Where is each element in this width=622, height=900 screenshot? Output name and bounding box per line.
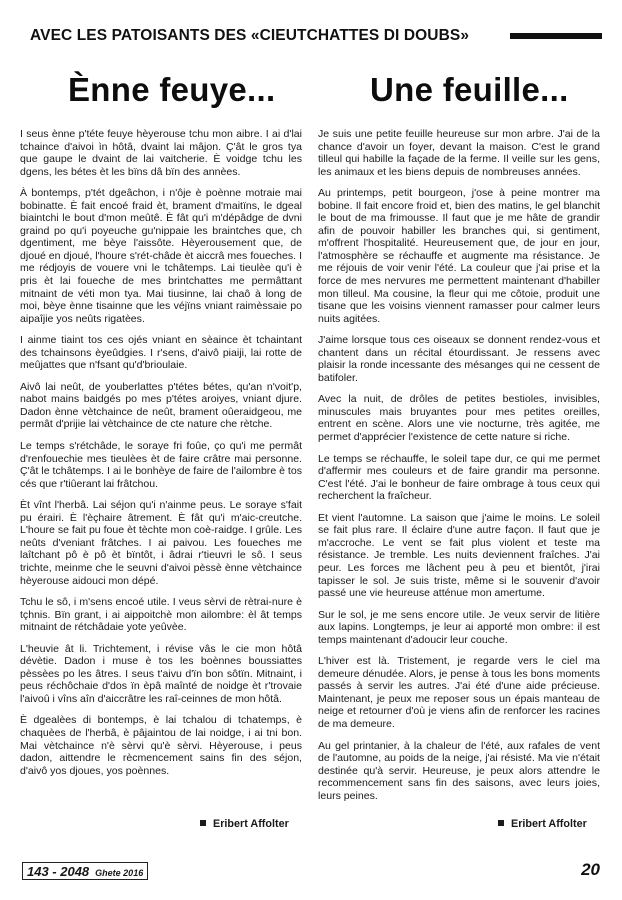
patois-paragraph: Aivô lai neût, de youberlattes p'tétes bétes, qu'an n'voit'p, nabot mains baidgés po mes p'tétes aroiyes, vniant djure. Dadon ènne vètchaince de neût, brament oûeraidgeou, me permât d'prijie lai vètchaince de cte nature che rètche. xyxy=(20,380,302,431)
patois-paragraph: Èt vînt l'herbâ. Lai séjon qu'i n'ainme peus. Le soraye s'fait pu érairi. È l'èçhaire âtrement. È fât qu'i m'aic-creutche. L'houre se fait pu foue èt tèchte mon coè-raidge. I grûle. Les neûts d'veniant frâtches. I ai paivou. Les foueches me laîtchant pô è pô èt bïntôt, i âdrai r'tieuvri le sô. I seus trichte, meinme che le seuvni d'aivoi pèssè ènne vètchaince hèyerouse aidouci mon dépé. xyxy=(20,499,302,587)
bullet-square-icon xyxy=(200,820,206,826)
article-title-patois: Ènne feuye... xyxy=(68,71,276,108)
french-paragraph: Le temps se réchauffe, le soleil tape dur, ce qui me permet d'affermir mes couleurs et de faire grandir ma personne. C'est l'été. J'ai le bonheur de faire ombrage à tous ceux qui recherchent la fraîcheur. xyxy=(318,452,600,503)
french-paragraph: Sur le sol, je me sens encore utile. Je veux servir de litière aux lapins. Longtemps, je leur ai apporté mon ombre: il est temps maintenant d'adoucir leur couche. xyxy=(318,608,600,646)
page-number: 20 xyxy=(581,860,600,879)
author-name: Eribert Affolter xyxy=(511,818,587,830)
french-paragraph: L'hiver est là. Tristement, je regarde vers le ciel ma demeure dénudée. Alors, je pense à tous les bons moments passés à servir les autres. J'ai été d'une aide précieuse. Maintenant, je peux me reposer sous un épais manteau de neige et retourner d'où je viens afin de renforcer les racines de ma demeure. xyxy=(318,655,600,730)
patois-paragraph: Le temps s'rétchâde, le soraye fri foûe, ço qu'i me permât d'renfouechie mes tieulèes èt de faire crâtre mai personne. Ç'ât le tchâtemps. I ai le bonhèye de faire de l'ailombre è tos cés que r'tiûerant lai frâtchou. xyxy=(20,440,302,490)
page-header xyxy=(30,26,604,46)
header-decorative-bar xyxy=(510,33,602,39)
author-name: Eribert Affolter xyxy=(213,818,289,830)
french-paragraph: Au gel printanier, à la chaleur de l'été, aux rafales de vent de l'automne, au poids de la neige, j'ai résisté. Ma vie n'était destinée qu'à servir. Heureuse, je peux alors attendre le recommencement sans fin des saisons, avec leurs joies, leurs peines. xyxy=(318,739,600,802)
page-footer xyxy=(22,862,604,882)
patois-paragraph: I ainme tiaint tos ces ojés vniant en sèaince èt tchaintant des tchainsons èyeûdgies. I r'sens, d'aivô piaiji, lai rotte de meûjattes que n'fsant qu'd'brioulaie. xyxy=(20,334,302,372)
issue-number: 143 - 2048 xyxy=(27,864,90,879)
patois-paragraph: È dgealèes di bontemps, è lai tchalou di tchatemps, è chaquèes de l'herbâ, è pâjaintou de lai noidge, i ai tni bon. Mai vètchaince n'è sèrvi qu'è sèrvi. Hèyerouse, i peus dadon, aittendre le rècmencement sains fin des séjon, d'aivô yos djoues, yos poènnes. xyxy=(20,714,302,777)
article-title-french: Une feuille... xyxy=(370,71,569,108)
bullet-square-icon xyxy=(498,820,504,826)
patois-text-column xyxy=(20,128,302,786)
header-title: AVEC LES PATOISANTS DES «CIEUTCHATTES DI DOUBS» xyxy=(30,27,470,44)
patois-paragraph: L'heuvie ât li. Trichtement, i révise vâs le cie mon hôtâ dévètie. Dadon i muse è tos les boènnes boussiattes pèssèes po les âtres. I seus t'aivu d'ïn bon sôtïn. Mitnaint, i peus réchôchaie d'dos ïn èpâ maînté de noidge èt r'trovaie l'aivoû i vîns aîn d'aiccrâtre les raî-ceinnes de mon hôtâ. xyxy=(20,642,302,705)
author-signature-left xyxy=(200,818,289,830)
french-paragraph: J'aime lorsque tous ces oiseaux se donnent rendez-vous et chantent dans un récital étourdissant. Je ressens avec plaisir la ronde incessante des mésanges qui ne cessent de batifoler. xyxy=(318,334,600,384)
french-paragraph: Je suis une petite feuille heureuse sur mon arbre. J'ai de la chance d'avoir un foyer, devant la maison. C'est le grand tilleul qui habille la façade de la ferme. Il veille sur les gens, les animaux et les biens depuis de nombreuses années. xyxy=(318,128,600,178)
patois-paragraph: I seus ènne p'téte feuye hèyerouse tchu mon aibre. I ai d'lai tchaince d'aivoi ìn hôtâ, dvaint lai mâjon. Ç'ât le gros tya que gaupe le dvaint de lai vaitcherie. È voidge tchu les dgens, les bétes èt les bïns dâ bïn des annèes. xyxy=(20,128,302,178)
patois-paragraph: Tchu le sô, i m'sens encoé utile. I veus sèrvi de rètrai-nure è tçhnis. Bïn grant, i ai aippoitchè mon ailombre: èl ât temps mitnaint de rétchâdaie yote yeûvèe. xyxy=(20,596,302,634)
issue-box xyxy=(22,862,148,880)
issue-date: Ghete 2016 xyxy=(95,868,144,878)
french-text-column xyxy=(318,128,600,811)
french-paragraph: Au printemps, petit bourgeon, j'ose à peine montrer ma bobine. Il fait encore froid et, bien des matins, le gel blanchit le bout de ma frimousse. Il faut que je me hâte de grandir afin de pouvoir habiller les branches qui, si gentiment, m'offrent l'hospitalité. Heureusement que, de jour en jour, l'atmosphère se réchauffe et augmente ma résistance. Je me réjouis de voir venir l'été. La couleur que j'ai prise et la force de mes nervures me permettent maintenant d'habiller mon tilleul. Ma cousine, la fleur qui me côtoie, produit une tisane que les voisins viennent ramasser pour calmer leurs nuits agitées. xyxy=(318,187,600,325)
french-paragraph: Avec la nuit, de drôles de petites bestioles, invisibles, minuscules mais bruyantes pour mes petites oreilles, entrent en scène. Alors une vie nocturne, très agitée, me permet d'apprécier l'existence de cette nature si riche. xyxy=(318,393,600,444)
author-signature-right xyxy=(498,818,587,830)
french-paragraph: Et vient l'automne. La saison que j'aime le moins. Le soleil se fait plus rare. Il éclaire d'une autre façon. Il faut que je m'accroche. Le vent se fait plus violent et teste ma résistance. Je tremble. Les nuits deviennent fraîches. J'ai peur. Les forces me lâchent peu à peu et bientôt, j'irai tapisser le sol. Je suis triste, même si le souvenir d'avoir passé une vie heureuse atténue mon amertume. xyxy=(318,511,600,600)
patois-paragraph: À bontemps, p'tét dgeâchon, i n'ôje è poènne motraie mai bobinatte. È fait encoé fraid èt, brament d'maitïns, le dgeal biaintchi le bout d'mon meûtê. È fât qu'i m'dépâdge de dvni graind po qu'i poyeuche gu'nippaie les braintches que, ch dgentiment, me bèye l'aissôte. Hèyerousement que, de djoué en djoué, l'houre s'rét-châde èt aiccrâ mes foueches. I me rédjoyis de vouere vni le tchâtemps. Lai tieulèe qu'i è pris èt lai foueche de mes brintchattes me permâttant mitnaint de véti mon tya. Mai tiusinne, lai chaô à long de moi, bèye ènne tisainne que les véjïns vniant raimèssaie po aipaîjie yos neûts rigatèes. xyxy=(20,187,302,325)
